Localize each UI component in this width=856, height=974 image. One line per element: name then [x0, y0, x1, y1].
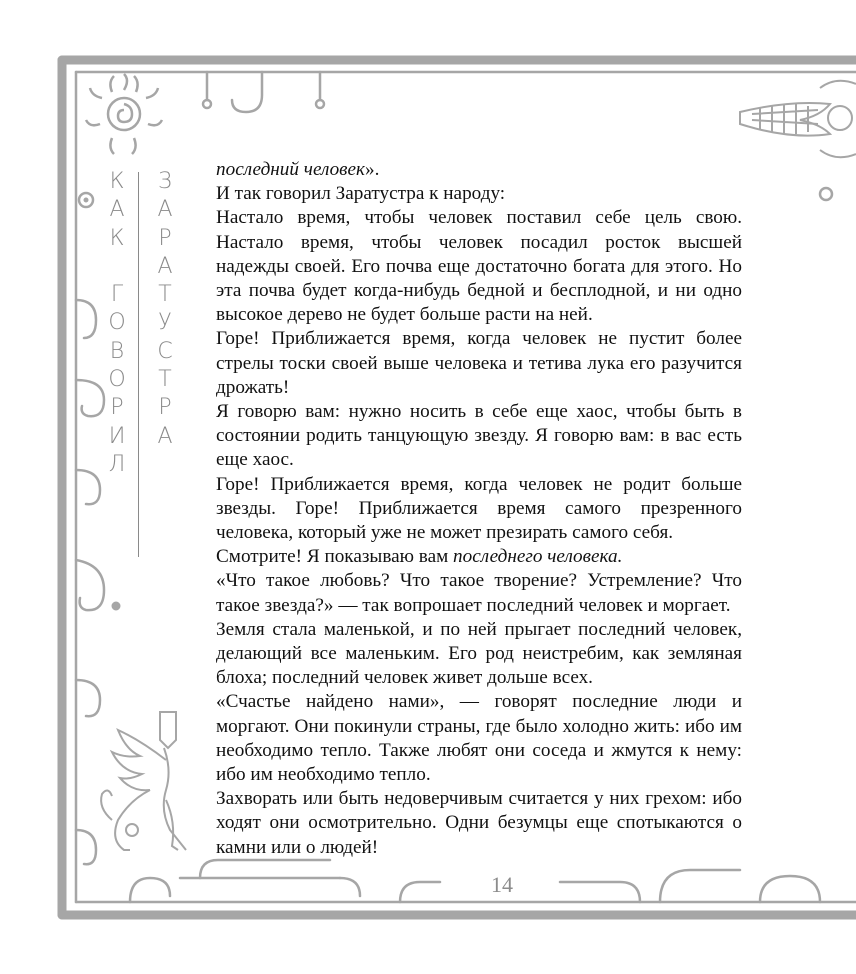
- paragraph: «Счастье найдено нами», — говорят последние люди и моргают. Они покинули страны, где было холодно жить: ибо им необходимо тепло. Также любят они соседа и жмутся к нему: ибо им необходимо тепло.: [216, 691, 742, 786]
- body-text: [216, 158, 742, 860]
- title-letter: Л: [108, 451, 126, 477]
- paragraph: Настало время, чтобы человек поставил себе цель свою. Настало время, чтобы человек посадил росток высшей надежды своей. Его почва еще достаточно богата для этого. Но эта почва будет когда-нибудь бедной и бесплодной, и ни одно высокое дерево не будет больше расти на ней.: [216, 207, 742, 326]
- paragraph: Земля стала маленькой, и по ней прыгает последний человек, делающий все маленьким. Его род неистребим, как земляная блоха; последний человек живет дольше всех.: [216, 618, 742, 689]
- title-letter: Г: [110, 282, 124, 308]
- paragraph: Горе! Приближается время, когда человек не пустит более стрелы тоски своей выше человека и тетива лука его разучится дрожать!: [216, 328, 742, 398]
- vertical-title-col2: [152, 168, 178, 451]
- title-letter: И: [108, 423, 126, 449]
- title-letter: К: [109, 225, 125, 251]
- paragraph: И так говорил Заратустра к народу:: [216, 183, 506, 205]
- title-letter: А: [109, 197, 125, 223]
- title-divider: [138, 172, 139, 557]
- paragraph: Я говорю вам: нужно носить в себе еще хаос, чтобы быть в состоянии родить танцующую звезду. Я говорю вам: в вас есть еще хаос.: [216, 401, 742, 471]
- title-letter: Т: [158, 282, 172, 308]
- italic-phrase: последнего человека.: [453, 546, 623, 568]
- title-letter: Т: [158, 367, 172, 393]
- title-letter: К: [109, 169, 125, 194]
- winged-disc-ornament: [740, 81, 856, 157]
- title-letter: С: [157, 338, 173, 364]
- title-letter: Р: [158, 395, 172, 421]
- title-letter: Р: [110, 395, 124, 421]
- title-letter: О: [108, 310, 126, 336]
- title-letter: А: [157, 253, 173, 279]
- title-letter: З: [158, 169, 172, 194]
- title-letter: В: [109, 338, 125, 364]
- paragraph: Захворать или быть недоверчивым считается у них грехом: ибо ходят они осмотрительно. Одни безумцы еще спотыкаются о камни или о людей!: [216, 788, 742, 858]
- sun-ornament: [86, 74, 162, 154]
- griffin-ornament: [101, 712, 186, 850]
- paragraph: Смотрите! Я показываю вам последнего человека.: [216, 546, 623, 568]
- title-letter: А: [157, 423, 173, 449]
- title-letter: О: [108, 367, 126, 393]
- title-letter: А: [157, 197, 173, 223]
- italic-phrase: последний человек: [216, 159, 366, 180]
- title-letter: Р: [158, 225, 172, 251]
- paragraph: «Что такое любовь? Что такое творение? Устремление? Что такое звезда?» — так вопрошает последний человек и моргает.: [216, 570, 742, 616]
- vertical-title-col1: [104, 168, 130, 479]
- title-letter: У: [158, 310, 172, 336]
- paragraph: последний человек».: [216, 159, 380, 180]
- paragraph: Горе! Приближается время, когда человек не родит больше звезды. Горе! Приближается время самого презренного человека, который уже не может презирать самого себя.: [216, 473, 742, 544]
- page-number: 14: [491, 872, 513, 897]
